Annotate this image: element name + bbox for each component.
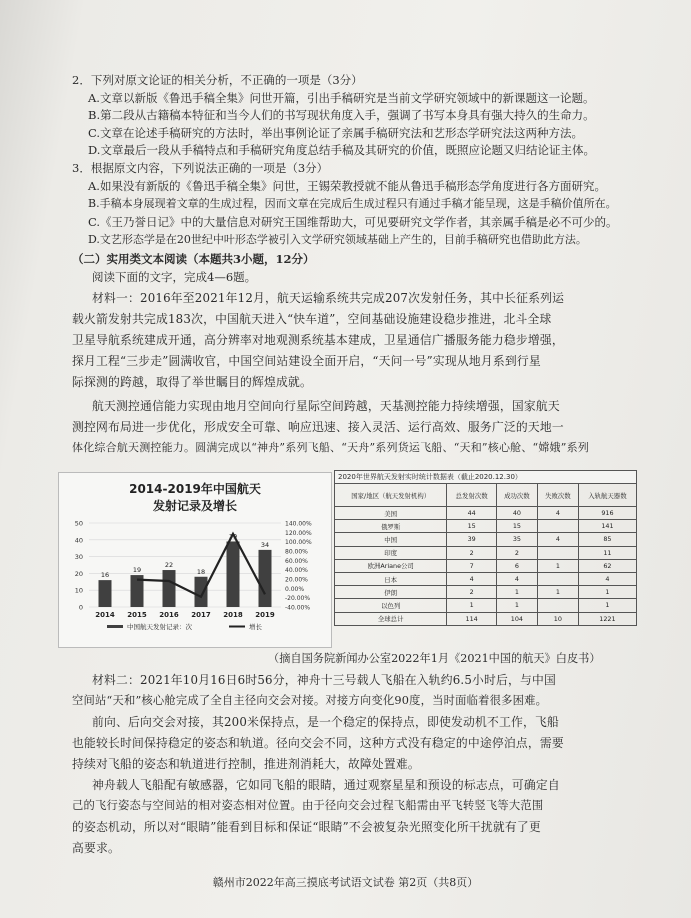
table-cell: 104 — [496, 612, 537, 625]
table-body — [335, 507, 637, 626]
chart-title-line-1: 2014-2019年中国航天 — [129, 482, 261, 496]
material-2-line: 材料二：2021年10月16日6时56分，神舟十三号载人飞船在入轨约6.5小时后，与中国 — [92, 673, 557, 687]
chart-x-tick-label: 2016 — [159, 611, 179, 619]
chart-y2-tick-label: 120.00% — [285, 529, 312, 537]
table-cell: 1221 — [578, 612, 636, 625]
table-cell: 欧洲Ariane公司 — [335, 559, 447, 572]
table-cell: 4 — [447, 572, 497, 585]
table-cell: 4 — [537, 533, 578, 546]
table-cell: 1 — [496, 599, 537, 612]
table-cell: 印度 — [335, 546, 447, 559]
legend-bar-swatch — [107, 625, 123, 628]
table-header-cell: 入轨航天器数 — [578, 484, 636, 507]
source-note: （摘自国务院新闻办公室2022年1月《2021中国的航天》白皮书） — [268, 652, 601, 665]
table-cell: 美国 — [335, 507, 447, 520]
table-cell: 114 — [447, 612, 497, 625]
material-2-line: 持续对飞船的姿态和轨道进行控制，推进剂消耗大，故障处置难。 — [72, 757, 420, 771]
question-3-option-a: A.如果没有新版的《鲁迅手稿全集》问世，王锡荣教授就不能从鲁迅手稿形态学角度进行各方面研究。 — [88, 179, 606, 193]
table-header-row — [335, 484, 637, 507]
question-2-option-a: A.文章以新版《鲁迅手稿全集》问世开篇，引出手稿研究是当前文学研究领域中的新课题这一论题。 — [88, 91, 595, 105]
material-1-para2-line: 航天测控通信能力实现由地月空间向行星际空间跨越，天基测控能力持续增强，国家航天 — [92, 399, 560, 413]
table-cell: 伊朗 — [335, 586, 447, 599]
chart-bar-value-label: 16 — [100, 571, 110, 580]
chart-bar — [163, 570, 176, 607]
material-2-line: 神舟载人飞船配有敏感器，它如同飞船的眼睛，通过观察星星和预设的标志点，可确定自 — [92, 778, 560, 792]
stats-table — [334, 483, 637, 626]
table-cell: 1 — [447, 599, 497, 612]
question-2-option-d: D.文章最后一段从手稿特点和手稿研究角度总结手稿及其研究的价值，既照应论题又归结论证主体。 — [88, 143, 595, 157]
table-row — [335, 520, 637, 533]
chart-x-tick-label: 2015 — [127, 611, 147, 619]
chart-y-tick-label: 30 — [74, 553, 83, 562]
chart-y-tick-label: 40 — [74, 536, 83, 545]
table-cell: 40 — [496, 507, 537, 520]
page-footer: 赣州市2022年高三摸底考试语文试卷 第2页（共8页） — [212, 876, 479, 889]
table-cell: 4 — [578, 572, 636, 585]
table-cell: 44 — [447, 507, 497, 520]
question-3-option-b: B.手稿本身展现着文章的生成过程，因而文章在完成后生成过程只有通过手稿才能呈现，这是手稿价值所在。 — [88, 197, 617, 210]
table-cell: 15 — [447, 520, 497, 533]
launch-stats-table — [334, 470, 637, 636]
table-cell — [537, 572, 578, 585]
chart-y2-tick-label: 60.00% — [285, 557, 308, 565]
material-2-line: 己的飞行姿态与空间站的相对姿态相对位置。由于径向交会过程飞船需由平飞转竖飞等大范围 — [72, 799, 544, 812]
chart-bar-value-label: 34 — [260, 540, 270, 549]
table-header-cell: 成功次数 — [496, 484, 537, 507]
chart-y-tick-label: 0 — [78, 603, 83, 612]
table-row — [335, 599, 637, 612]
chart-y2-tick-label: 0.00% — [285, 585, 305, 593]
table-row — [335, 533, 637, 546]
table-cell: 2 — [447, 586, 497, 599]
question-2-option-c: C.文章在论述手稿研究的方法时，举出事例论证了亲属手稿研究法和艺形态学研究法这两种方法。 — [88, 126, 584, 140]
table-cell: 2 — [496, 546, 537, 559]
table-caption: 2020年世界航天发射实时统计数据表（截止2020.12.30） — [334, 470, 637, 483]
table-cell: 916 — [578, 507, 636, 520]
material-1-para2-line: 体化综合航天测控能力。圆满完成以“神舟”系列飞船、“天舟”系列货运飞船、“天和”核心舱、“嫦娥”系列 — [72, 441, 589, 454]
chart-x-tick-label: 2018 — [223, 611, 243, 619]
table-cell: 10 — [537, 612, 578, 625]
chart-y2-tick-label: 100.00% — [285, 539, 312, 547]
table-cell: 11 — [578, 546, 636, 559]
table-row — [335, 586, 637, 599]
chart-y2-tick-label: 140.00% — [285, 520, 312, 528]
chart-bar — [99, 580, 112, 607]
launch-chart-svg — [59, 473, 331, 647]
table-row — [335, 507, 637, 520]
table-cell: 6 — [496, 559, 537, 572]
section-2-instruction: 阅读下面的文字，完成4—6题。 — [92, 270, 257, 284]
material-1-line: 际探测的跨越，取得了举世瞩目的辉煌成就。 — [72, 375, 312, 389]
chart-x-tick-label: 2014 — [95, 611, 115, 619]
legend-bar-label: 中国航天发射记录：次 — [127, 623, 192, 631]
chart-y2-tick-label: 20.00% — [285, 576, 308, 584]
table-header-cell: 总发射次数 — [447, 484, 497, 507]
material-2-line: 也能较长时间保持稳定的姿态和轨道。径向交会不同，这种方式没有稳定的中途停泊点，需要 — [72, 736, 564, 750]
chart-x-tick-label: 2017 — [191, 611, 211, 619]
question-2-stem: 2．下列对原文论证的相关分析，不正确的一项是（3分） — [72, 73, 363, 87]
table-cell: 俄罗斯 — [335, 520, 447, 533]
table-cell: 141 — [578, 520, 636, 533]
launch-chart — [58, 472, 332, 648]
table-row — [335, 612, 637, 625]
material-2-line: 的姿态机动，所以对“眼睛”能看到目标和保证“眼睛”不会被复杂光照变化所干扰就有了更 — [72, 820, 541, 834]
table-cell: 1 — [578, 599, 636, 612]
table-cell: 85 — [578, 533, 636, 546]
material-1-para2-line: 测控网布局进一步优化，形成安全可靠、响应迅速、接入灵活、运行高效、服务广泛的天地一 — [72, 420, 564, 434]
table-cell: 1 — [537, 559, 578, 572]
table-cell: 中国 — [335, 533, 447, 546]
chart-y-tick-label: 10 — [74, 586, 83, 595]
table-row — [335, 559, 637, 572]
material-2-line: 空间站“天和”核心舱完成了全自主径向交会对接。对接方向变化90度，当时面临着很多困难。 — [72, 694, 548, 707]
chart-bar-value-label: 18 — [196, 567, 206, 576]
table-cell: 39 — [447, 533, 497, 546]
table-cell: 日本 — [335, 572, 447, 585]
question-3-option-d: D.文艺形态学是在20世纪中叶形态学被引入文学研究领域基础上产生的，目前手稿研究也借助此方法。 — [88, 233, 587, 246]
chart-y2-tick-label: 40.00% — [285, 567, 308, 575]
chart-bar-value-label: 22 — [164, 561, 174, 570]
chart-bar — [259, 550, 272, 607]
table-row — [335, 546, 637, 559]
chart-y2-tick-label: -20.00% — [285, 595, 311, 603]
chart-y-tick-label: 20 — [74, 569, 83, 578]
material-1-line: 探月工程“三步走”圆满收官，中国空间站建设全面开启，“天问一号”实现从地月系到行星 — [72, 354, 541, 368]
table-cell: 7 — [447, 559, 497, 572]
table-cell — [537, 599, 578, 612]
material-2-line: 前向、后向交会对接，其200米保持点，是一个稳定的保持点，即使发动机不工作，飞船 — [92, 715, 560, 729]
table-header-cell: 失败次数 — [537, 484, 578, 507]
table-cell: 1 — [496, 586, 537, 599]
table-cell — [537, 546, 578, 559]
chart-bar — [227, 541, 240, 607]
table-row — [335, 572, 637, 585]
table-cell: 15 — [496, 520, 537, 533]
material-1-line: 卫星导航系统建成开通，高分辨率对地观测系统基本建成，卫星通信广播服务能力稳步增强， — [72, 333, 564, 347]
question-2-option-b: B.第二段从古籍稿本特征和当今人们的书写现状角度入手，强调了书写本身具有强大持久的生命力。 — [88, 108, 595, 122]
chart-bar — [195, 577, 208, 607]
table-cell — [537, 520, 578, 533]
chart-title-line-2: 发射记录及增长 — [152, 499, 238, 513]
table-cell: 全球总计 — [335, 612, 447, 625]
table-cell: 35 — [496, 533, 537, 546]
table-cell: 1 — [537, 586, 578, 599]
question-3-option-c: C.《王乃誉日记》中的大量信息对研究王国维帮助大，可见要研究文学作者，其亲属手稿是必不可少的。 — [88, 215, 618, 229]
table-cell: 1 — [578, 586, 636, 599]
chart-y2-tick-label: -40.00% — [285, 604, 311, 612]
question-3-stem: 3．根据原文内容，下列说法正确的一项是（3分） — [72, 161, 329, 175]
chart-bar-value-label: 39 — [228, 532, 238, 541]
table-cell: 2 — [447, 546, 497, 559]
table-header-cell: 国家/地区（航天发射机构） — [335, 484, 447, 507]
material-2-line: 高要求。 — [72, 841, 120, 855]
material-1-line: 载火箭发射共完成183次，中国航天进入“快车道”，空间基础设施建设稳步推进，北斗全球 — [72, 312, 552, 326]
table-cell: 62 — [578, 559, 636, 572]
legend-line-label: 增长 — [249, 623, 262, 631]
table-cell: 以色列 — [335, 599, 447, 612]
chart-x-tick-label: 2019 — [255, 611, 275, 619]
chart-y-tick-label: 50 — [74, 519, 83, 528]
table-cell: 4 — [496, 572, 537, 585]
material-1-line: 材料一：2016年至2021年12月，航天运输系统共完成207次发射任务，其中长征系列运 — [92, 291, 565, 305]
chart-y2-tick-label: 80.00% — [285, 548, 308, 556]
table-cell: 4 — [537, 507, 578, 520]
chart-bar-value-label: 19 — [132, 566, 142, 575]
section-2-title: （二）实用类文本阅读（本题共3小题，12分） — [72, 252, 315, 266]
